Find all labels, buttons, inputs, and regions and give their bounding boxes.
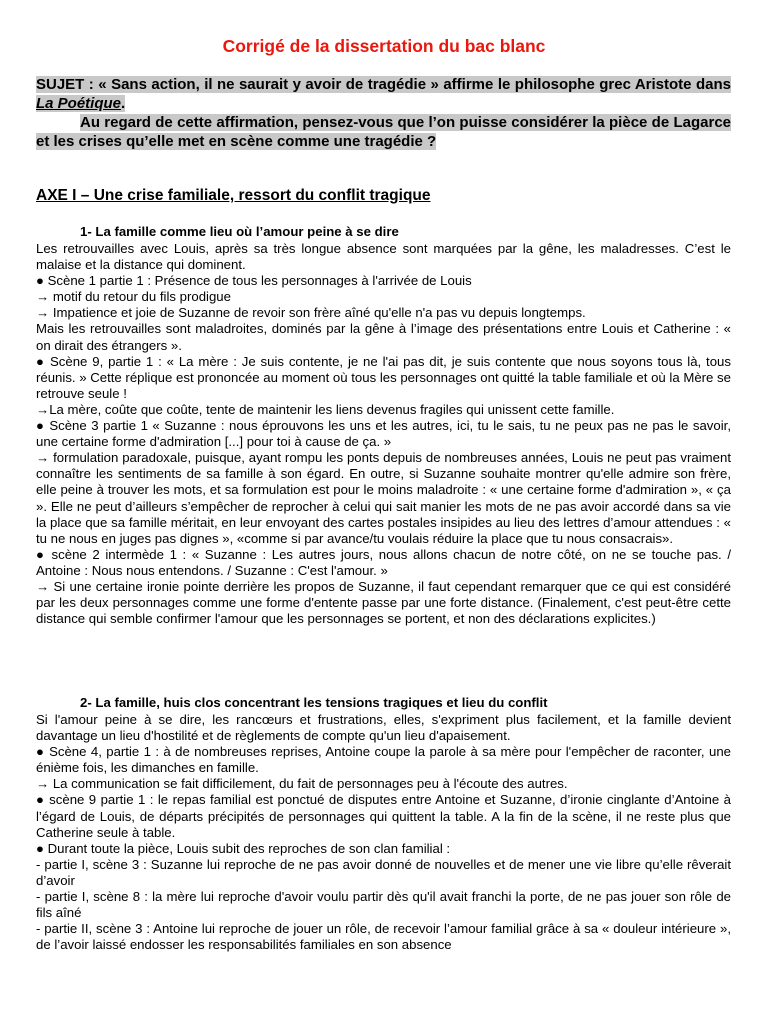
paragraph: Mais les retrouvailles sont maladroites, dominés par la gêne à l’image des présentations entre Louis et Catherine : « on dirait des étrangers ». bbox=[36, 321, 731, 353]
sujet-highlight bbox=[36, 76, 731, 112]
paragraph: - partie I, scène 3 : Suzanne lui reproche de ne pas avoir donné de nouvelles et de mener une vie libre qu’elle rêverait d’avoir bbox=[36, 856, 731, 888]
sujet-block bbox=[36, 75, 731, 151]
paragraph: ● scène 9 partie 1 : le repas familial est ponctué de disputes entre Antoine et Suzanne, d’ironie cinglante d’Antoine à l’égard de Louis, de départs précipités de personnages qui quittent la table. A la fin de la scène, il ne reste plus que Catherine seule à table. bbox=[36, 792, 731, 840]
section-body-1 bbox=[36, 241, 731, 627]
section-body-2 bbox=[36, 712, 731, 953]
paragraph: ● Scène 4, partie 1 : à de nombreuses reprises, Antoine coupe la parole à sa mère pour l'empêcher de raconter, une énième fois, les dimanches en famille. bbox=[36, 744, 731, 776]
paragraph: ● Durant toute la pièce, Louis subit des reproches de son clan familial : bbox=[36, 840, 451, 856]
paragraph: → La communication se fait difficilement, du fait de personnages peu à l'écoute des autres. bbox=[36, 776, 568, 792]
paragraph: ● scène 2 intermède 1 : « Suzanne : Les autres jours, nous allons chacun de notre côté, on ne se touche pas. / Antoine : Nous nous entendons. / Suzanne : C'est l'amour. » bbox=[36, 546, 731, 578]
paragraph: → Si une certaine ironie pointe derrière les propos de Suzanne, il faut cependant remarquer que ce qui est considéré par les deux personnages comme une forme d'entente passe par une forte distance. (Finalement, c'est peut-être cette distance qui semble confirmer l'amour que les personnages se portent, et non des déclarations explicites.) bbox=[36, 578, 731, 627]
paragraph: ● Scène 9, partie 1 : « La mère : Je suis contente, je ne l'ai pas dit, je suis contente que nous soyons tous là, tous réunis. » Cette réplique est prononcée au moment où tous les personnages ont quitté la table familiale et où la Mère se retrouve seule ! bbox=[36, 353, 731, 401]
paragraph: Les retrouvailles avec Louis, après sa très longue absence sont marquées par la gêne, les maladresses. C’est le malaise et la distance qui dominent. bbox=[36, 241, 731, 273]
axe-heading: AXE I – Une crise familiale, ressort du conflit tragique bbox=[36, 187, 431, 204]
sujet-question: Au regard de cette affirmation, pensez-vous que l’on puisse considérer la pièce de Lagarce et les crises qu’elle met en scène comme une tragédie ? bbox=[36, 114, 731, 150]
sujet-work-title: La Poétique bbox=[36, 95, 122, 112]
sujet-prefix: SUJET : « Sans action, il ne saurait y avoir de tragédie » affirme le philosophe grec Aristote dans bbox=[36, 76, 731, 93]
section-heading-1: 1- La famille comme lieu où l’amour peine à se dire bbox=[80, 224, 399, 239]
paragraph: → formulation paradoxale, puisque, ayant rompu les ponts depuis de nombreuses années, Louis ne peut pas vraiment connaître les sentiments de sa famille à son égard. En outre, si Suzanne souhaite montrer qu'elle admire son frère, elle peine à trouver les mots, et sa formulation est pour le moins maladroite : « une certaine forme d'admiration », « ça ». Elle ne peut d’ailleurs s’empêcher de reprocher à celui qui sait manier les mots de ne pas avoir accordé dans sa vie la place que sa famille méritait, en leur envoyant des cartes postales insipides au lieu des lettres d’amour attendues : « tu ne nous en juges pas dignes », «comme si par avance/tu voulais réduire la place que tu nous consacrais». bbox=[36, 450, 731, 546]
paragraph: → motif du retour du fils prodigue bbox=[36, 289, 231, 305]
paragraph: - partie II, scène 3 : Antoine lui reproche de jouer un rôle, de recevoir l’amour familial grâce à sa « douleur intérieure », de l’avoir laissé endosser les responsabilités familiales en son absence bbox=[36, 921, 731, 953]
paragraph: → Impatience et joie de Suzanne de revoir son frère aîné qu'elle n'a pas vu depuis longtemps. bbox=[36, 305, 586, 321]
paragraph: ● Scène 3 partie 1 « Suzanne : nous éprouvons les uns et les autres, ici, tu le sais, tu ne peux pas ne pas le savoir, une certaine forme d'admiration [...] pour toi à cause de ça. » bbox=[36, 418, 731, 450]
paragraph: - partie I, scène 8 : la mère lui reproche d'avoir voulu partir dès qu'il avait franchi la porte, de ne pas jouer son rôle de fils aîné bbox=[36, 889, 731, 921]
paragraph: →La mère, coûte que coûte, tente de maintenir les liens devenus fragiles qui unissent cette famille. bbox=[36, 401, 615, 417]
paragraph: Si l'amour peine à se dire, les rancœurs et frustrations, elles, s'expriment plus facilement, et la famille devient davantage un lieu d'hostilité et de règlements de compte qu'un lieu d'apaisement. bbox=[36, 712, 731, 744]
section-heading-2: 2- La famille, huis clos concentrant les tensions tragiques et lieu du conflit bbox=[80, 695, 548, 710]
paragraph: ● Scène 1 partie 1 : Présence de tous les personnages à l'arrivée de Louis bbox=[36, 273, 472, 289]
document-title: Corrigé de la dissertation du bac blanc bbox=[222, 36, 546, 56]
sujet-suffix: . bbox=[121, 95, 126, 112]
